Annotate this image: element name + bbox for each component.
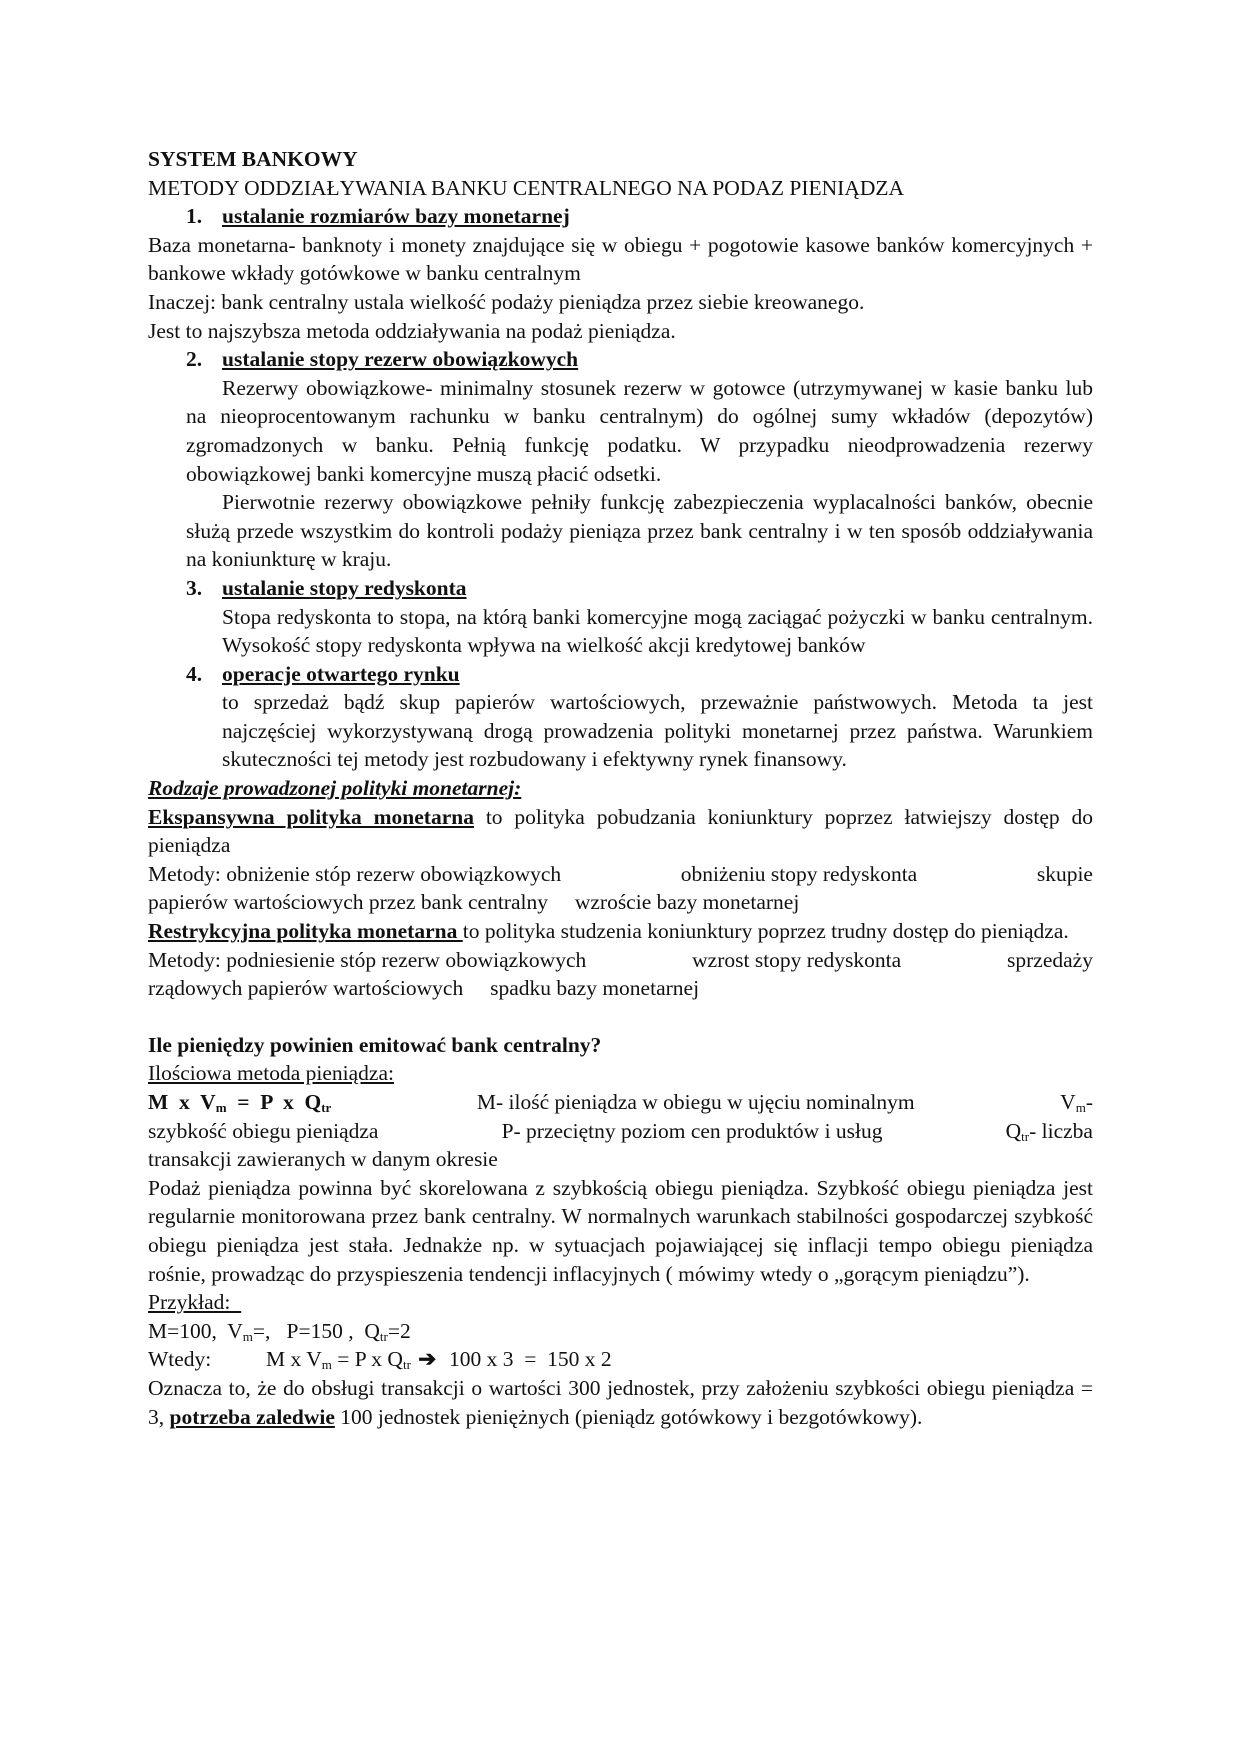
example-part: M=100, V <box>148 1318 243 1343</box>
section-3-paragraph: Stopa redyskonta to stopa, na którą banki komercyjne mogą zaciągać pożyczki w banku centralnym. Wysokość stopy redyskonta wpływa na wielkość akcji kredytowej banków <box>222 604 1093 658</box>
equation-part: = P x Q <box>331 1347 403 1372</box>
section-title: ustalanie rozmiarów bazy monetarnej <box>222 204 570 229</box>
doc-subtitle: METODY ODDZIAŁYWANIA BANKU CENTRALNEGO NA PODAZ PIENIĄDZA <box>148 175 905 200</box>
definition-q-text: transakcji zawieranych w danym okresie <box>148 1147 498 1172</box>
conclusion-paragraph <box>148 1374 1093 1431</box>
policy-heading: Rodzaje prowadzonej polityki monetarnej: <box>148 776 522 801</box>
formula-sub: m <box>215 1100 227 1115</box>
expansive-policy <box>148 803 1093 860</box>
equation-sub: tr <box>402 1357 411 1373</box>
spacer <box>148 1003 1093 1031</box>
example-part: =2 <box>387 1318 411 1343</box>
method-item: obniżeniu stopy redyskonta <box>680 861 918 886</box>
restrictive-term: Restrykcyjna polityka monetarna <box>148 919 463 944</box>
doc-title: SYSTEM BANKOWY <box>148 147 358 171</box>
document-page <box>148 145 1093 1431</box>
conclusion-emphasis: potrzeba zaledwie <box>169 1404 335 1429</box>
var-tail: - <box>1085 1090 1093 1114</box>
example-sub: tr <box>379 1328 388 1344</box>
section-2-paragraph: Rezerwy obowiązkowe- minimalny stosunek rezerw w gotowce (utrzymywanej w kasie banku lub na nieoprocentowanym rachunku w banku centralnym) do ogólnej sumy wkładów (depozytów) zgromadzonych w banku. Pełnią funkcję podatku. W przypadku nieodprowadzenia rezerwy obowiązkowej banki komercyjne muszą płacić odsetki. <box>186 375 1093 486</box>
formula <box>148 1088 331 1117</box>
expansive-term: Ekspansywna polityka monetarna <box>148 804 474 829</box>
method-item: wzrost stopy redyskonta <box>692 947 902 972</box>
equation-part: 100 x 3 = 150 x 2 <box>438 1347 612 1372</box>
section-1-heading <box>148 202 1093 231</box>
var-label: V <box>1060 1090 1076 1114</box>
restrictive-methods <box>148 946 1093 975</box>
section-title: ustalanie stopy rezerw obowiązkowych <box>222 347 579 372</box>
then-label: Wtedy: <box>148 1347 212 1372</box>
section-4-paragraph: to sprzedaż bądź skup papierów wartościowych, przeważnie państwowych. Metoda ta jest najczęściej wykorzystywaną drogą prowadzenia polityki monetarnej przez państwa. Warunkiem skuteczności tej metody jest rozbudowany i efektywny rynek finansowy. <box>222 690 1093 772</box>
quantity-question: Ile pieniędzy powinien emitować bank centralny? <box>148 1032 602 1057</box>
definition-m: M- ilość pieniądza w obiegu w ujęciu nominalnym <box>476 1090 915 1114</box>
equation-part: M x V <box>266 1347 322 1372</box>
section-3-heading <box>148 574 1093 603</box>
section-4-heading <box>148 660 1093 689</box>
section-number: 2. <box>186 347 203 372</box>
example-heading: Przykład: <box>148 1290 242 1315</box>
formula-lhs: M x V <box>148 1090 216 1114</box>
section-1-line: Inaczej: bank centralny ustala wielkość podaży pieniądza przez siebie kreowanego. <box>148 289 865 314</box>
formula-rhs: = P x Q <box>226 1090 322 1114</box>
var-tail: - liczba <box>1029 1118 1093 1143</box>
var-label: Q <box>1005 1118 1022 1143</box>
expansive-methods <box>148 860 1093 889</box>
section-title: operacje otwartego rynku <box>222 661 460 686</box>
method-item: Metody: podniesienie stóp rezerw obowiązkowych <box>148 947 587 972</box>
section-1-line: Baza monetarna- banknoty i monety znajdujące się w obiegu + pogotowie kasowe banków komercyjnych + bankowe wkłady gotówkowe w banku centralnym <box>148 232 1093 286</box>
restrictive-policy <box>148 917 1093 946</box>
section-2-heading <box>148 345 1093 374</box>
example-equation <box>148 1345 1093 1374</box>
definition-q <box>1006 1117 1093 1146</box>
definitions-line <box>148 1117 1093 1146</box>
conclusion-part: Oznacza to, że do obsługi transakcji o wartości 300 jednostek, przy założeniu szybkości obiegu pieniądza = 3, <box>148 1375 1093 1429</box>
formula-sub: tr <box>321 1100 332 1115</box>
velocity-paragraph: Podaż pieniądza powinna być skorelowana z szybkością obiegu pieniądza. Szybkość obiegu pieniądza jest regularnie monitorowana przez bank centralny. W normalnych warunkach stabilności gospodarczej szybkość obiegu pieniądza jest stała. Jednakże np. w sytuacjach pojawiającej się inflacji tempo obiegu pieniądza rośnie, prowadząc do przyspieszenia tendencji inflacyjnych ( mówimy wtedy o „gorącym pieniądzu”). <box>148 1175 1093 1286</box>
var-sub: tr <box>1021 1128 1030 1144</box>
var-sub: m <box>1075 1100 1086 1115</box>
method-item: sprzedaży <box>1007 947 1093 972</box>
section-number: 3. <box>186 575 203 600</box>
section-number: 1. <box>186 204 203 229</box>
section-2-paragraph: Pierwotnie rezerwy obowiązkowe pełniły funkcję zabezpieczenia wyplacalności banków, obecnie służą przede wszystkim do kontroli podaży pieniąza przez bank centralny i w ten sposób oddziaływania na koniunkturę w kraju. <box>186 490 1093 572</box>
method-item: Metody: obniżenie stóp rezerw obowiązkowych <box>148 861 562 886</box>
expansive-methods-cont: papierów wartościowych przez bank centralny wzroście bazy monetarnej <box>148 890 800 915</box>
equation-sub: m <box>321 1357 332 1373</box>
definition-v <box>1060 1088 1093 1117</box>
section-title: ustalanie stopy redyskonta <box>222 575 467 600</box>
example-sub: m <box>242 1328 253 1344</box>
quantity-method-heading: Ilościowa metoda pieniądza: <box>148 1061 394 1086</box>
restrictive-methods-cont: rządowych papierów wartościowych spadku bazy monetarnej <box>148 976 700 1001</box>
right-arrow-icon: ➔ <box>418 1347 437 1372</box>
expansive-text: to polityka pobudzania koniunktury poprzez łatwiejszy dostęp do pieniądza <box>148 804 1093 858</box>
formula-line <box>148 1088 1093 1117</box>
section-number: 4. <box>186 661 203 686</box>
section-1-line: Jest to najszybsza metoda oddziaływania na podaż pieniądza. <box>148 318 676 343</box>
definition-v-text: szybkość obiegu pieniądza <box>148 1118 379 1143</box>
example-part: =, P=150 , Q <box>252 1318 380 1343</box>
method-item: skupie <box>1036 861 1093 886</box>
definition-p: P- przeciętny poziom cen produktów i usług <box>501 1118 883 1143</box>
example-values <box>148 1317 1093 1346</box>
conclusion-part: 100 jednostek pieniężnych (pieniądz gotówkowy i bezgotówkowy). <box>334 1404 923 1429</box>
restrictive-text: to polityka studzenia koniunktury poprzez trudny dostęp do pieniądza. <box>462 919 1069 944</box>
